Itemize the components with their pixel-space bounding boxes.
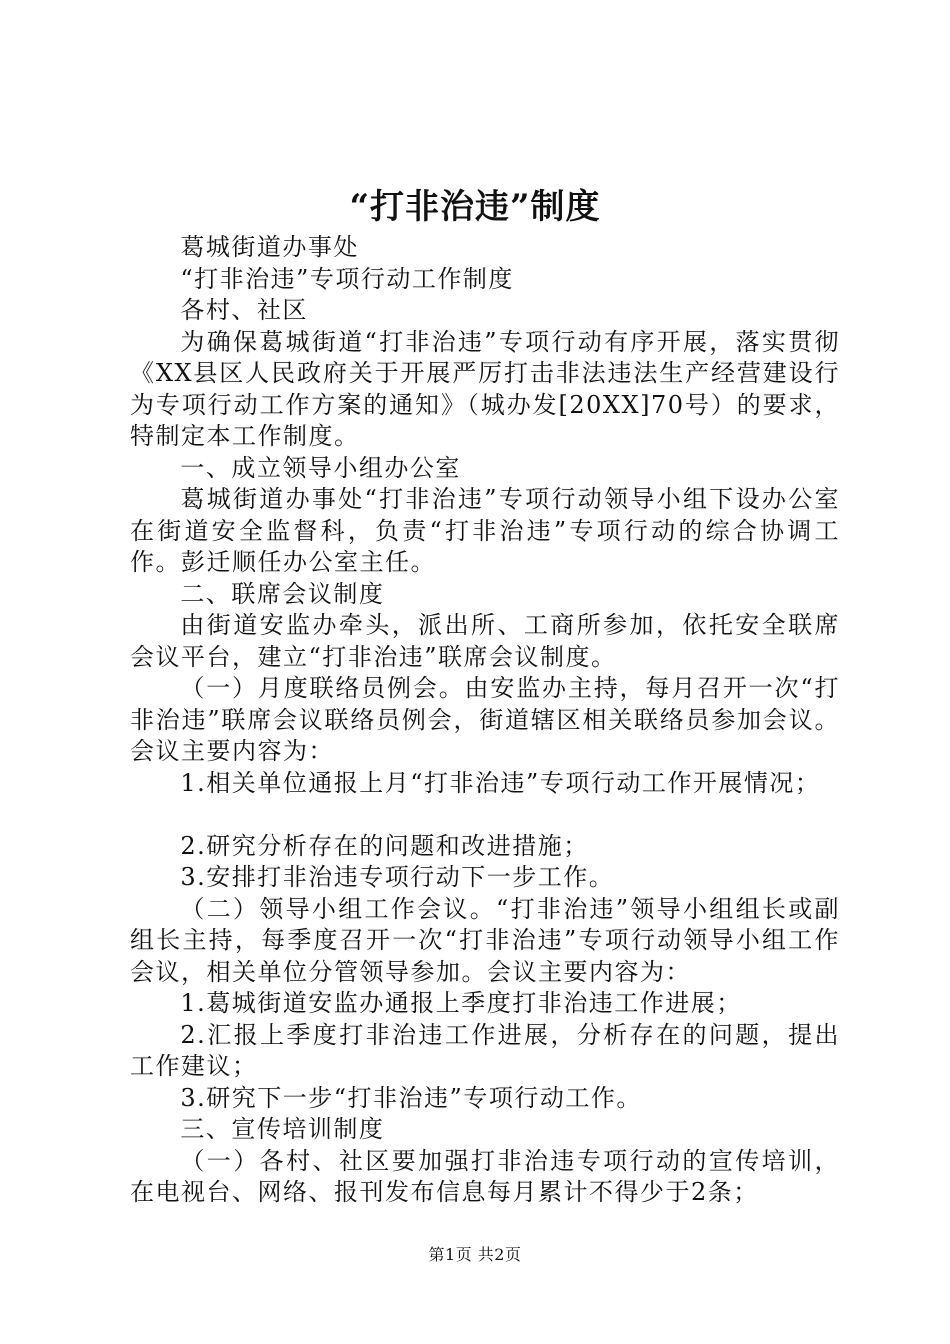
blank-line [130, 799, 840, 831]
list-item: 2.研究分析存在的问题和改进措施； [180, 831, 589, 860]
paragraph-recipients: 各村、社区 [180, 296, 308, 324]
paragraph-subtitle: “打非治违”专项行动工作制度 [180, 264, 514, 293]
paragraph-leadership-meeting: （二）领导小组工作会议。“打非治违”领导小组组长或副组长主持，每季度召开一次“打非治违”专项行动领导小组工作会议，相关单位分管领导参加。会议主要内容为： [130, 894, 840, 986]
paragraph-office: 葛城街道办事处“打非治违”专项行动领导小组下设办公室在街道安全监督科，负责“打非治违”专项行动的综合协调工作。彭迁顺任办公室主任。 [130, 485, 840, 576]
list-item: 2.汇报上季度打非治违工作进展，分析存在的问题，提出工作建议； [130, 1020, 840, 1080]
list-item: 3.安排打非治违专项行动下一步工作。 [180, 863, 615, 891]
paragraph-monthly-meeting: （一）月度联络员例会。由安监办主持，每月召开一次“打非治违”联席会议联络员例会，街道辖区相关联络员参加会议。会议主要内容为： [130, 674, 840, 765]
paragraph-intro: 为确保葛城街道“打非治违”专项行动有序开展，落实贯彻《XX县区人民政府关于开展严厉打击非法违法生产经营建设行为专项行动工作方案的通知》（城办发[20XX]70号）的要求，特制定本工作制度。 [130, 327, 840, 450]
section-heading-2: 二、联席会议制度 [180, 579, 385, 608]
document-body [130, 232, 840, 1209]
page-footer: 第1页 共2页 [428, 1245, 522, 1264]
paragraph-issuer: 葛城街道办事处 [180, 233, 359, 261]
document-title: “打非治违”制度 [349, 187, 601, 227]
paragraph-publicity: （一）各村、社区要加强打非治违专项行动的宣传培训，在电视台、网络、报刊发布信息每月累计不得少于2条； [130, 1146, 840, 1206]
list-item: 3.研究下一步“打非治违”专项行动工作。 [180, 1083, 642, 1112]
section-heading-3: 三、宣传培训制度 [180, 1115, 385, 1143]
list-item: 1.相关单位通报上月“打非治违”专项行动工作开展情况； [180, 768, 821, 797]
paragraph-joint-meeting: 由街道安监办牵头，派出所、工商所参加，依托安全联席会议平台，建立“打非治违”联席会议制度。 [130, 611, 840, 671]
list-item: 1.葛城街道安监办通报上季度打非治违工作进展； [180, 989, 742, 1017]
section-heading-1: 一、成立领导小组办公室 [180, 453, 461, 482]
